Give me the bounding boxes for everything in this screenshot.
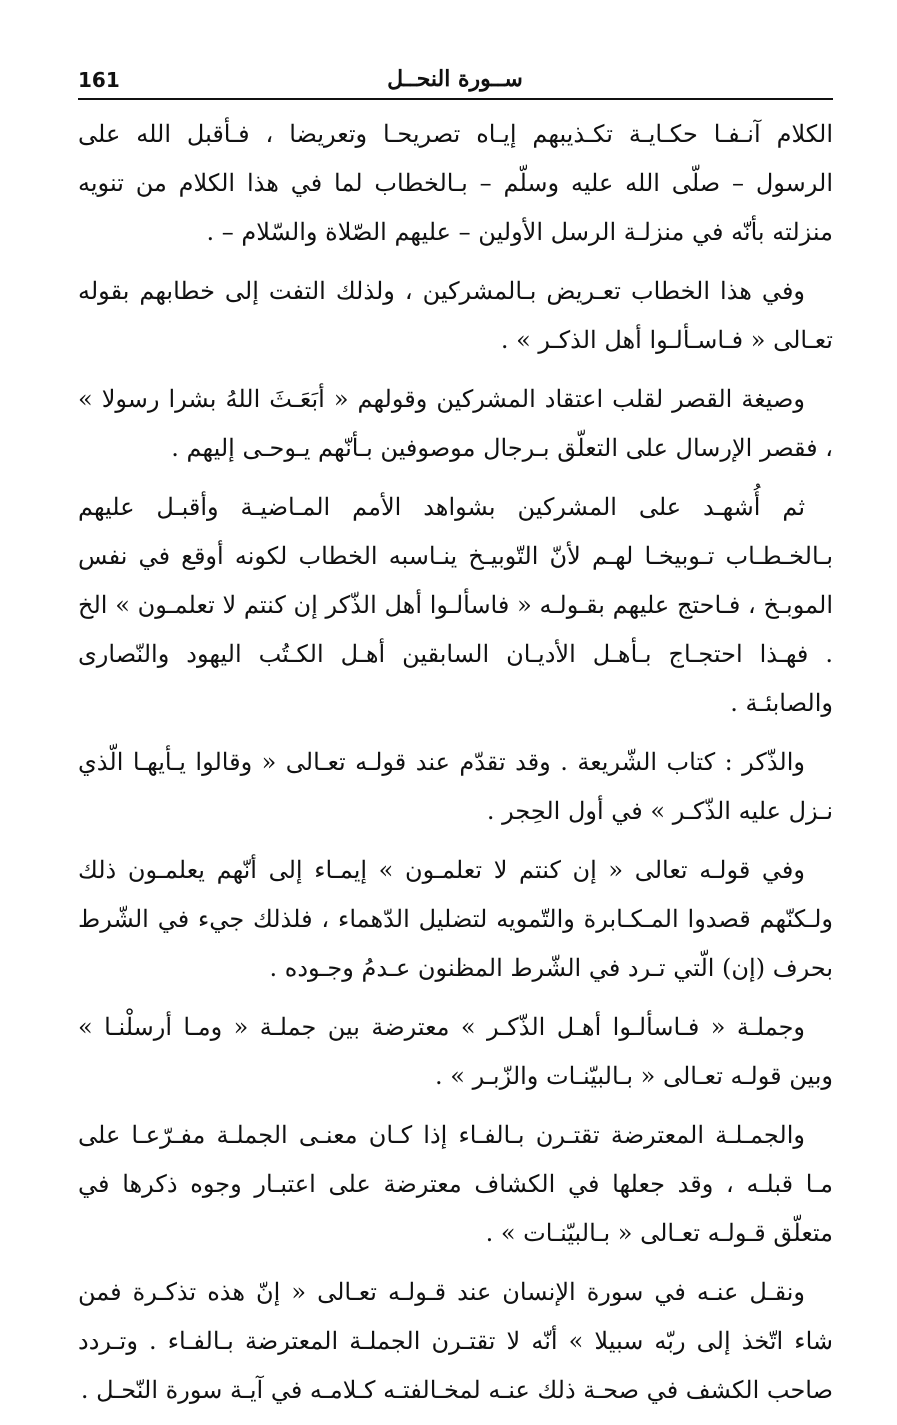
paragraph-1: الكلام آنـفـا حكـايـة تكـذيبهم إيـاه تصريحـا وتعريضا ، فـأقبل الله على الرسول – صلّى الله عليه وسلّم – بـالخطاب لما في هذا الكلام من تنويه منزلته بأنّه في منزلـة الرسل الأولين – عليهم الصّلاة والسّلام – . bbox=[78, 120, 833, 246]
paragraph-4: ثم أُشهـد على المشركين بشواهد الأمم المـاضيـة وأقبـل عليهم بـالخـطـاب تـوبيخـا لهـم لأنّ التّوبيـخ ينـاسبه الخطاب لكونه أوقع في نفس الموبـخ ، فـاحتج عليهم بقـولـه « فاسألـوا أهل الذّكر إن كنتم لا تعلمـون » الخ . فهـذا احتجـاج بـأهـل الأديـان السابقين أهـل الكـتُب اليهود والنّصارى والصابئـة . bbox=[78, 493, 833, 717]
paragraph-5: والذّكر : كتاب الشّريعة . وقد تقدّم عند قولـه تعـالى « وقالوا يـأيهـا الّذي نـزل عليه الذّكـر » في أول الحِجر . bbox=[78, 748, 833, 825]
paragraph-7: وجملـة « فـاسألـوا أهـل الذّكـر » معترضة بين جملـة « ومـا أرسلْنـا » وبين قولـه تعـالى « بـالبيّنـات والزّبـر » . bbox=[78, 1013, 833, 1090]
paragraph-9: ونقـل عنـه في سورة الإنسان عند قـولـه تعـالى « إنّ هذه تذكـرة فمن شاء اتّخذ إلى ربّه سبيلا » أنّه لا تقتـرن الجملـة المعترضة بـالفـاء . وتـردد صاحب الكشف في صحـة ذلك عنـه لمخـالفتـه كـلامـه في آيـة سورة النّحـل . bbox=[78, 1278, 833, 1404]
header-rule bbox=[78, 98, 833, 100]
paragraph-3: وصيغة القصر لقلب اعتقاد المشركين وقولهم « أبَعَـثَ اللهُ بشرا رسولا » ، فقصر الإرسال على التعلّق بـرجال موصوفين بـأنّهم يـوحـى إليهم . bbox=[78, 385, 833, 462]
page-number: 161 bbox=[78, 68, 120, 92]
page-header bbox=[78, 66, 832, 100]
body-text bbox=[78, 110, 833, 1425]
paragraph-6: وفي قولـه تعالى « إن كنتم لا تعلمـون » إيمـاء إلى أنّهم يعلمـون ذلك ولـكنّهم قصدوا المـكـابرة والتّمويه لتضليل الدّهماء ، فلذلك جيء في الشّرط بحرف (إن) الّتي تـرد في الشّرط المظنون عـدمُ وجـوده . bbox=[78, 856, 833, 982]
running-title: ســورة النحــل bbox=[387, 66, 523, 92]
paragraph-2: وفي هذا الخطاب تعـريض بـالمشركين ، ولذلك التفت إلى خطابهم بقوله تعـالى « فـاسـألـوا أهل الذكـر » . bbox=[78, 277, 833, 354]
paragraph-8: والجمـلـة المعترضة تقتـرن بـالفـاء إذا كـان معنـى الجملـة مفـرّعـا على مـا قبلـه ، وقد جعلها في الكشاف معترضة على اعتبـار وجوه ذكرها في متعلّق قـولـه تعـالى « بـالبيّنـات » . bbox=[78, 1121, 833, 1247]
